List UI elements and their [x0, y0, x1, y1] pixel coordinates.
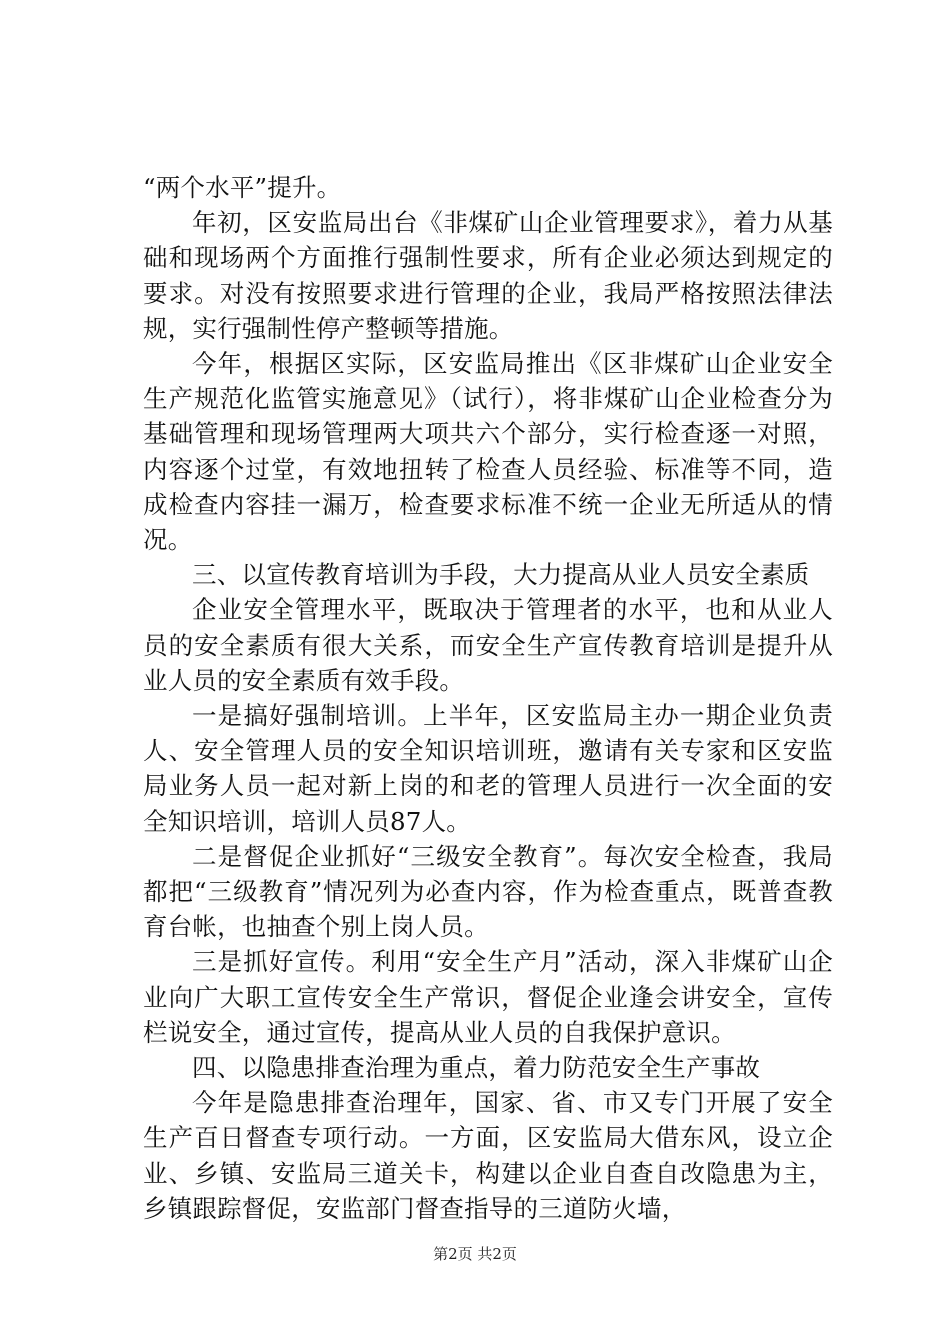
section-heading-hazard-control: 四、以隐患排查治理为重点，着力防范安全生产事故	[192, 1053, 761, 1083]
section-heading-training: 三、以宣传教育培训为手段，大力提高从业人员安全素质	[192, 560, 810, 590]
paragraph-standardized-supervision: 今年，根据区实际，区安监局推出《区非煤矿山企业安全生产规范化监管实施意见》（试行），将非煤矿山企业检查分为基础管理和现场管理两大项共六个部分，实行检查逐一对照，内容逐个过堂，有效地扭转了检查人员经验、标准等不同，造成检查内容挂一漏万，检查要求标准不统一企业无所适从的情况。	[143, 349, 833, 555]
paragraph-three-level-education: 二是督促企业抓好“三级安全教育”。每次安全检查，我局都把“三级教育”情况列为必查内容，作为检查重点，既普查教育台帐，也抽查个别上岗人员。	[143, 841, 833, 942]
page-number-footer: 第2页 共2页	[433, 1245, 517, 1263]
paragraph-continuation: “两个水平”提升。	[143, 173, 342, 202]
paragraph-hazard-inspection: 今年是隐患排查治理年，国家、省、市又专门开展了安全生产百日督查专项行动。一方面，区安监局大借东风，设立企业、乡镇、安监局三道关卡，构建以企业自查自改隐患为主，乡镇跟踪督促，安监部门督查指导的三道防火墙，	[143, 1088, 833, 1223]
paragraph-publicity: 三是抓好宣传。利用“安全生产月”活动，深入非煤矿山企业向广大职工宣传安全生产常识，督促企业逢会讲安全，宣传栏说安全，通过宣传，提高从业人员的自我保护意识。	[143, 947, 833, 1047]
paragraph-safety-quality: 企业安全管理水平，既取决于管理者的水平，也和从业人员的安全素质有很大关系，而安全生产宣传教育培训是提升从业人员的安全素质有效手段。	[143, 595, 833, 695]
paragraph-management-requirements: 年初，区安监局出台《非煤矿山企业管理要求》，着力从基础和现场两个方面推行强制性要求，所有企业必须达到规定的要求。对没有按照要求进行管理的企业，我局严格按照法律法规，实行强制性停产整顿等措施。	[143, 208, 833, 343]
document-body	[143, 170, 833, 1226]
paragraph-mandatory-training: 一是搞好强制培训。上半年，区安监局主办一期企业负责人、安全管理人员的安全知识培训班，邀请有关专家和区安监局业务人员一起对新上岗的和老的管理人员进行一次全面的安全知识培训，培训人员87人。	[143, 701, 833, 836]
